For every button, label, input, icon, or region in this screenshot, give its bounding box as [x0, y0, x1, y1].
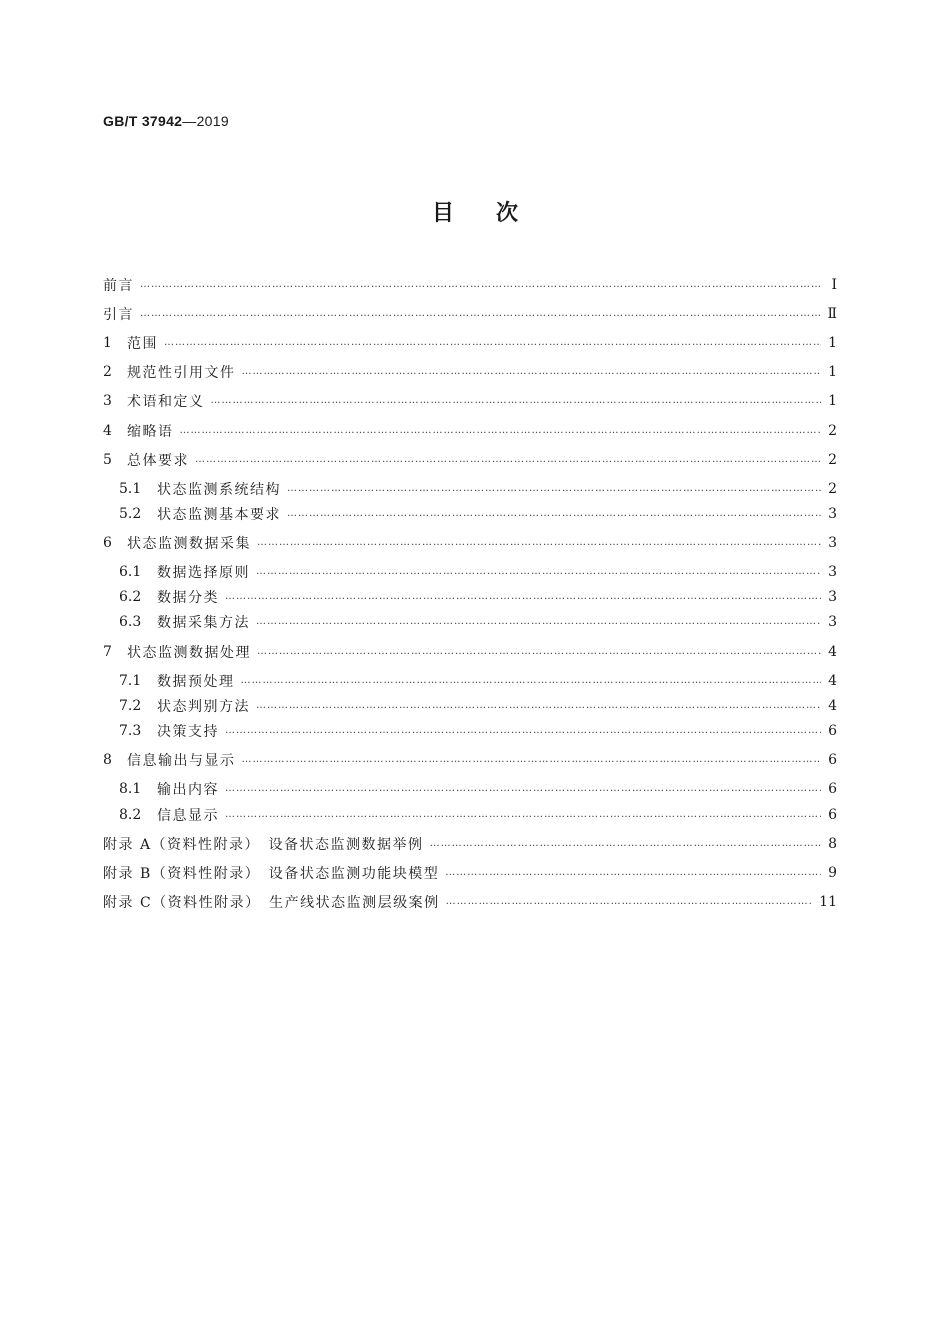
dot-leader	[287, 504, 821, 524]
toc-entry-page: 4	[828, 698, 837, 714]
toc-entry-label: 附录 B（资料性附录） 设备状态监测功能块模型	[103, 866, 440, 882]
toc-entry-page: 1	[828, 364, 837, 380]
standard-year: —2019	[182, 113, 229, 129]
toc-entry-page: 6	[828, 752, 837, 768]
toc-entry-label: 术语和定义	[127, 394, 205, 410]
dot-leader	[430, 834, 821, 854]
toc-entry-5-1[interactable]	[119, 479, 837, 499]
toc-entry-label: 缩略语	[127, 424, 174, 440]
toc-entry-number: 7.3	[119, 723, 142, 739]
dot-leader	[241, 671, 822, 691]
toc-entry-appendix-c[interactable]	[103, 892, 837, 912]
toc-entry-number: 7	[103, 644, 112, 660]
toc-entry-page: 11	[819, 894, 837, 910]
toc-entry-5-2[interactable]	[119, 504, 837, 524]
toc-entry-number: 8.2	[119, 807, 142, 823]
toc-entry-page: 9	[828, 865, 837, 881]
toc-entry-number: 7.1	[119, 673, 142, 689]
toc-title: 目次	[431, 201, 560, 226]
toc-entry-6-3[interactable]	[119, 612, 837, 632]
toc-entry-3[interactable]	[103, 391, 837, 411]
toc-entry-label: 信息输出与显示	[127, 753, 236, 769]
toc-entry-page: 3	[828, 506, 837, 522]
toc-entry-page: 4	[828, 673, 837, 689]
dot-leader	[225, 805, 821, 825]
toc-entry-page: 3	[828, 564, 837, 580]
toc-entry-number: 5	[103, 452, 112, 468]
toc-entry-number: 1	[103, 335, 112, 351]
standard-code: GB/T 37942	[103, 113, 183, 129]
toc-entry-label: 范围	[127, 336, 158, 352]
toc-entry-8[interactable]	[103, 750, 837, 770]
toc-entry-page: 2	[828, 452, 837, 468]
dot-leader	[242, 750, 822, 770]
toc-entry-page: 3	[828, 589, 837, 605]
dot-leader	[256, 612, 821, 632]
toc-entry-number: 6.2	[119, 589, 142, 605]
toc-entry-page: 4	[828, 644, 837, 660]
toc-entry-number: 5.1	[119, 481, 142, 497]
dot-leader	[225, 721, 821, 741]
toc-entry-1[interactable]	[103, 333, 837, 353]
toc-entry-label: 总体要求	[127, 453, 189, 469]
toc-entry-label: 状态监测数据采集	[127, 536, 251, 552]
toc-entry-page: 6	[828, 807, 837, 823]
dot-leader	[140, 304, 821, 324]
toc-entry-7[interactable]	[103, 642, 837, 662]
toc-entry-label: 状态监测基本要求	[157, 507, 281, 523]
toc-entry-8-2[interactable]	[119, 805, 837, 825]
toc-entry-label: 附录 A（资料性附录） 设备状态监测数据举例	[103, 837, 424, 853]
toc-entry-8-1[interactable]	[119, 779, 837, 799]
toc-entry-number: 6.3	[119, 614, 142, 630]
toc-entry-label: 输出内容	[157, 782, 219, 798]
dot-leader	[180, 421, 822, 441]
toc-entry-4[interactable]	[103, 421, 837, 441]
toc-entry-page: Ⅰ	[831, 277, 837, 293]
toc-entry-number: 6	[103, 535, 112, 551]
toc-entry-number: 6.1	[119, 564, 142, 580]
toc-entry-label: 数据预处理	[157, 674, 235, 690]
toc-entry-page: 1	[828, 335, 837, 351]
toc-entry-7-2[interactable]	[119, 696, 837, 716]
toc-entry-introduction[interactable]	[103, 304, 837, 324]
dot-leader	[445, 863, 821, 883]
toc-entry-number: 8.1	[119, 781, 142, 797]
dot-leader	[164, 333, 821, 353]
dot-leader	[256, 562, 821, 582]
toc-entry-6-1[interactable]	[119, 562, 837, 582]
toc-entry-6-2[interactable]	[119, 587, 837, 607]
toc-entry-label: 状态监测系统结构	[157, 482, 281, 498]
toc-entry-7-3[interactable]	[119, 721, 837, 741]
dot-leader	[287, 479, 821, 499]
toc-entry-2[interactable]	[103, 362, 837, 382]
toc-entry-page: 2	[828, 481, 837, 497]
dot-leader	[257, 533, 821, 553]
toc-entry-page: 3	[828, 614, 837, 630]
toc-entry-number: 3	[103, 393, 112, 409]
dot-leader	[211, 391, 822, 411]
toc-entry-page: 2	[828, 423, 837, 439]
toc-entry-appendix-a[interactable]	[103, 834, 837, 854]
toc-entry-label: 前言	[103, 278, 134, 294]
toc-entry-number: 5.2	[119, 506, 142, 522]
toc-entry-appendix-b[interactable]	[103, 863, 837, 883]
dot-leader	[225, 587, 821, 607]
toc-entry-label: 数据分类	[157, 590, 219, 606]
toc-entry-label: 数据选择原则	[157, 565, 250, 581]
toc-entry-number: 2	[103, 364, 112, 380]
toc-entry-preface[interactable]	[103, 275, 837, 295]
dot-leader	[256, 696, 821, 716]
dot-leader	[446, 892, 814, 912]
dot-leader	[225, 779, 821, 799]
toc-entry-label: 附录 C（资料性附录） 生产线状态监测层级案例	[103, 895, 440, 911]
toc-entry-number: 7.2	[119, 698, 142, 714]
toc-entry-page: 1	[828, 393, 837, 409]
toc-entry-label: 决策支持	[157, 724, 219, 740]
toc-entry-label: 信息显示	[157, 808, 219, 824]
dot-leader	[257, 642, 821, 662]
table-of-contents	[103, 0, 837, 1344]
toc-entry-number: 4	[103, 423, 112, 439]
toc-entry-label: 数据采集方法	[157, 615, 250, 631]
toc-entry-label: 规范性引用文件	[127, 365, 236, 381]
toc-entry-label: 状态判别方法	[157, 699, 250, 715]
toc-entry-7-1[interactable]	[119, 671, 837, 691]
dot-leader	[195, 450, 821, 470]
dot-leader	[140, 275, 821, 295]
toc-entry-6[interactable]	[103, 533, 837, 553]
dot-leader	[242, 362, 822, 382]
toc-entry-page: 8	[828, 836, 837, 852]
toc-entry-page: 6	[828, 723, 837, 739]
toc-entry-page: 3	[828, 535, 837, 551]
toc-entry-number: 8	[103, 752, 112, 768]
toc-entry-label: 状态监测数据处理	[127, 645, 251, 661]
toc-entry-page: Ⅱ	[827, 306, 837, 322]
toc-entry-5[interactable]	[103, 450, 837, 470]
toc-entry-label: 引言	[103, 307, 134, 323]
toc-entry-page: 6	[828, 781, 837, 797]
